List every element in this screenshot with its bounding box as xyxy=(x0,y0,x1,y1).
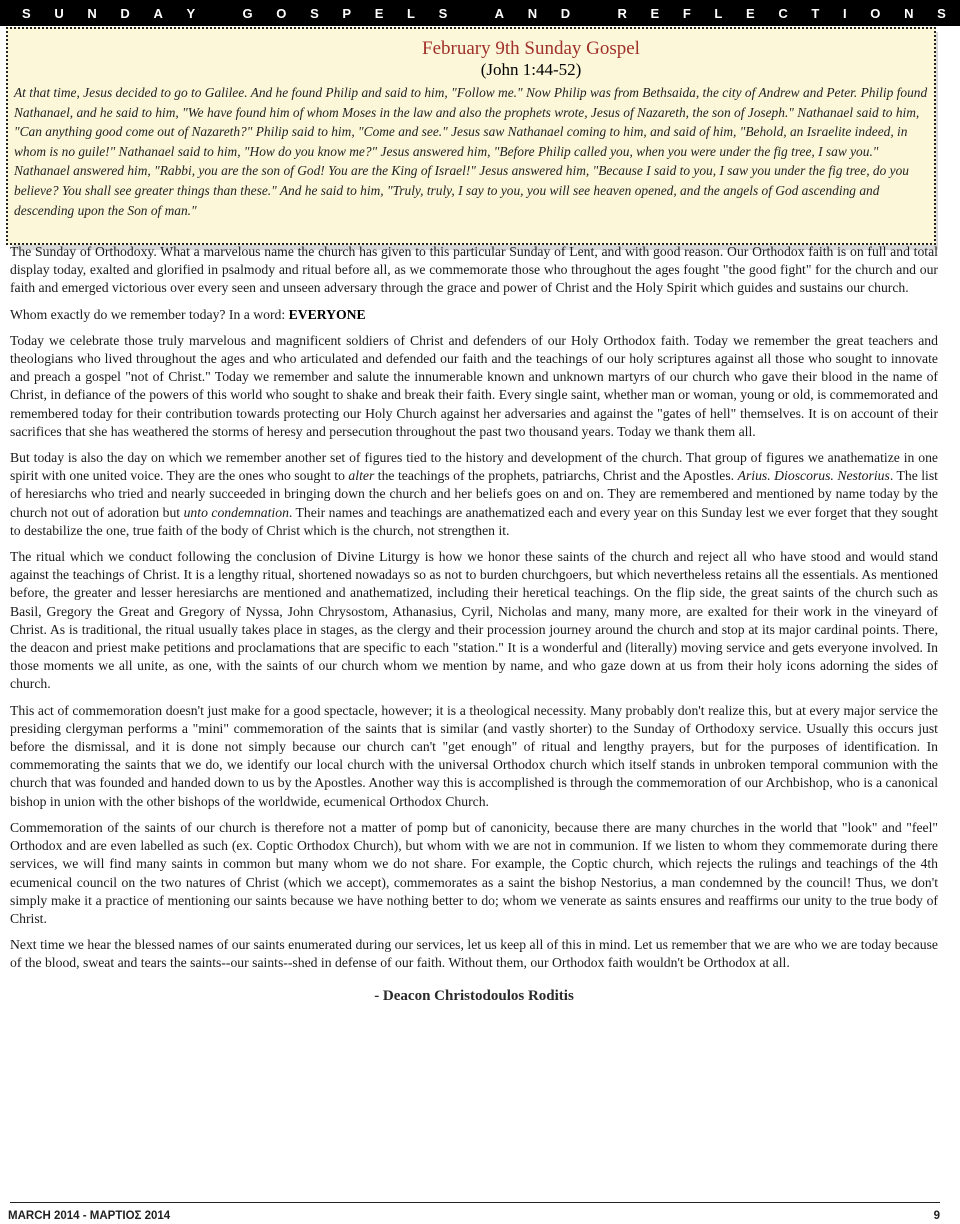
header-letter: A xyxy=(153,5,163,21)
paragraph-4-b: the teachings of the prophets, patriarchs, Christ and the Apostles. xyxy=(374,468,738,484)
section-header-bar xyxy=(0,0,960,26)
header-letter: P xyxy=(342,5,352,21)
gospel-box xyxy=(6,27,936,245)
header-letter: O xyxy=(276,5,287,21)
header-letter: U xyxy=(54,5,64,21)
header-letter: L xyxy=(407,5,415,21)
header-letter: T xyxy=(811,5,820,21)
header-letter: I xyxy=(843,5,847,21)
header-letter: L xyxy=(714,5,723,21)
paragraph-2-bold: EVERYONE xyxy=(288,306,366,322)
header-letter: G xyxy=(242,5,253,21)
paragraph-8: Next time we hear the blessed names of our saints enumerated during our services, let us keep all of this in mind. Let us remember that we are who we are today because of the blood, sweat and tears the saints--our saints--shed in defense of our faith. Without them, our Orthodox faith wouldn't be Orthodox at all. xyxy=(10,937,938,971)
gospel-text: At that time, Jesus decided to go to Galilee. And he found Philip and said to him, "Follow me." Now Philip was from Bethsaida, the city of Andrew and Peter. Philip found Nathanael, and he said to him, "We have found him of whom Moses in the law and also the prophets wrote, Jesus of Nazareth, the son of Joseph." Nathanael said to him, "Can anything good come out of Nazareth?" Philip said to him, "Come and see." Jesus saw Nathanael coming to him, and said of him, "Behold, an Israelite indeed, in whom is no guile!" Nathanael said to him, "How do you know me?" Jesus answered him, "Before Philip called you, when you were under the fig tree, I saw you." Nathanael answered him, "Rabbi, you are the son of God! You are the King of Israel!" Jesus answered him, "Because I said to you, I saw you under the fig tree, do you believe? You shall see greater things than these." And he said to him, "Truly, truly, I say to you, you will see heaven opened, and the angels of God ascending and descending upon the Son of man." xyxy=(14,85,928,218)
gospel-title: February 9th Sunday Gospel xyxy=(422,38,640,59)
paragraph-7: Commemoration of the saints of our church is therefore not a matter of pomp but of canonicity, because there are many churches in the world that "look" and "feel" Orthodox and are even labelled as such (ex. Coptic Orthodox Church), but whom with we are not in communion. If we listen to whom they commemorate during there services, we will find many saints in common but many whom we do not share. For example, the Coptic church, which rejects the rulings and teachings of the 4th ecumenical council on the two natures of Christ (which we accept), commemorates as a saint the bishop Nestorius, a man condemned by the council! Thus, we don't simply make it a practice of mentioning our saints because we have nothing better to do; whom we venerate as saints ensures and reaffirms our unity to the true body of Christ. xyxy=(10,819,938,926)
paragraph-2-text: Whom exactly do we remember today? In a word: xyxy=(10,306,289,322)
header-letter: S xyxy=(937,5,946,21)
footer-issue-date: MARCH 2014 - ΜΑΡΤΙΟΣ 2014 xyxy=(8,1210,171,1222)
paragraph-4 xyxy=(10,449,938,540)
header-letter: N xyxy=(527,5,538,21)
header-letter: D xyxy=(560,5,571,21)
header-letter: R xyxy=(617,5,627,21)
header-letter: D xyxy=(120,5,130,21)
paragraph-4-d: . Their names and teachings are anathematized each and every year on this Sunday lest we ever forget that they sought to destabilize the one, true faith of the body of Christ which is the church, not strengthen it. xyxy=(10,504,938,538)
author-signature: - Deacon Christodoulos Roditis xyxy=(374,987,574,1004)
paragraph-4-names: Arius. Dioscorus. Nestorius xyxy=(737,468,890,484)
header-letter: S xyxy=(310,5,319,21)
header-letter: S xyxy=(22,5,31,21)
footer-divider xyxy=(10,1202,940,1203)
paragraph-5: The ritual which we conduct following the conclusion of Divine Liturgy is how we honor these saints of the church and reject all who have stood and would stand against the teachings of Christ. It is a lengthy ritual, shortened nowadays so as not to burden churchgoers, but which nevertheless retains all the essentials. As mentioned before, the greater and lesser heresiarchs are mentioned and anathematized, including their heretical teachings. On the flip side, the great saints of the church such as Basil, Gregory the Great and Gregory of Nyssa, John Chrysostom, Athanasius, Cyril, Nicholas and many, many more, are exalted for their work in the vineyard of Christ. As is traditional, the ritual usually takes place in stages, as the clergy and their procession journey around the church and stop at its major cardinal points. There, the deacon and priest make petitions and proclamations that are specific to each "station." It is a wonderful and (literally) moving service and gets everyone involved. In those moments we all unite, as one, with the saints of our church whom we mention by name, and who gaze down at us from their holy icons adorning the sides of church. xyxy=(10,549,938,692)
header-letter: E xyxy=(374,5,384,21)
header-letter: Y xyxy=(186,5,196,21)
page-footer xyxy=(8,1210,940,1222)
paragraph-3: Today we celebrate those truly marvelous and magnificent soldiers of Christ and defenders of our Holy Orthodox faith. Today we remember the great teachers and theologians who lived throughout the ages and who articulated and defended our faith and the teachings of our holy scriptures against all those who sought to innovate and preach a gospel "not of Christ." Today we remember and salute the innumerable known and unknown martyrs of our church who gave their blood in the name of Christ, in defiance of the powers of this world who sought to shake and break their faith. Every single saint, whether man or woman, young or old, is commemorated and remembered today for their contribution towards protecting our Holy Church against her adversaries and against the "gates of hell" themselves. It is on account of their sacrifices that she has weathered the storms of heresy and persecution throughout the past two thousand years. Today we thank them all. xyxy=(10,332,938,439)
header-letter: A xyxy=(494,5,505,21)
header-letter: O xyxy=(870,5,881,21)
header-letter: N xyxy=(87,5,97,21)
paragraph-6: This act of commemoration doesn't just make for a good spectacle, however; it is a theological necessity. Many probably don't realize this, but at every major service the presiding clergyman performs a "mini" commemoration of the saints that is similar (and vastly shorter) to the Sunday of Orthodoxy service. Usually this occurs just before the dismissal, and it is done not simply because our church can't "get enough" of ritual and lengthy prayers, but for the purposes of identification. In commemorating the saints that we do, we identify our local church with the universal Orthodox church which itself stands in unbroken temporal communion with the church that was founded and handed down to us by the Apostles. Another way this is accomplished is through the commemoration of our Archbishop, who is a canonical bishop in union with the other bishops of the worldwide, ecumenical Orthodox Church. xyxy=(10,702,938,809)
paragraph-4-a: But today is also the day on which we remember another set of figures tied to the history and development of the church. That group of figures we anathematize in one spirit with one united voice. They are the ones who sought to xyxy=(10,450,938,484)
paragraph-2 xyxy=(10,306,938,324)
article-body xyxy=(10,243,938,1005)
paragraph-4-c: . The list of heresiarchs who tried and nearly succeeded in bringing down the church and her beliefs goes on and on. They are remembered and mentioned by name today by the church not out of adoration but xyxy=(10,468,938,520)
paragraph-4-alter: alter xyxy=(348,468,375,484)
header-letter: C xyxy=(778,5,788,21)
header-letter: S xyxy=(438,5,448,21)
paragraph-1: The Sunday of Orthodoxy. What a marvelous name the church has given to this particular Sunday of Lent, and with good reason. Our Orthodox faith is on full and total display today, exalted and glorified in psalmody and ritual before all, as we commemorate those who throughout the ages fought "the good fight" for the church and our faith and emerged victorious over every seen and unseen adversary through the grace and power of Christ and the Holy Spirit which guides and sustains our church. xyxy=(10,244,938,296)
gospel-reference: (John 1:44-52) xyxy=(480,60,582,79)
header-letter: F xyxy=(682,5,691,21)
footer-page-number: 9 xyxy=(933,1210,940,1222)
header-letter: N xyxy=(904,5,914,21)
header-letter: E xyxy=(746,5,755,21)
paragraph-4-unto: unto condemnation xyxy=(183,504,289,520)
header-letter: E xyxy=(650,5,660,21)
